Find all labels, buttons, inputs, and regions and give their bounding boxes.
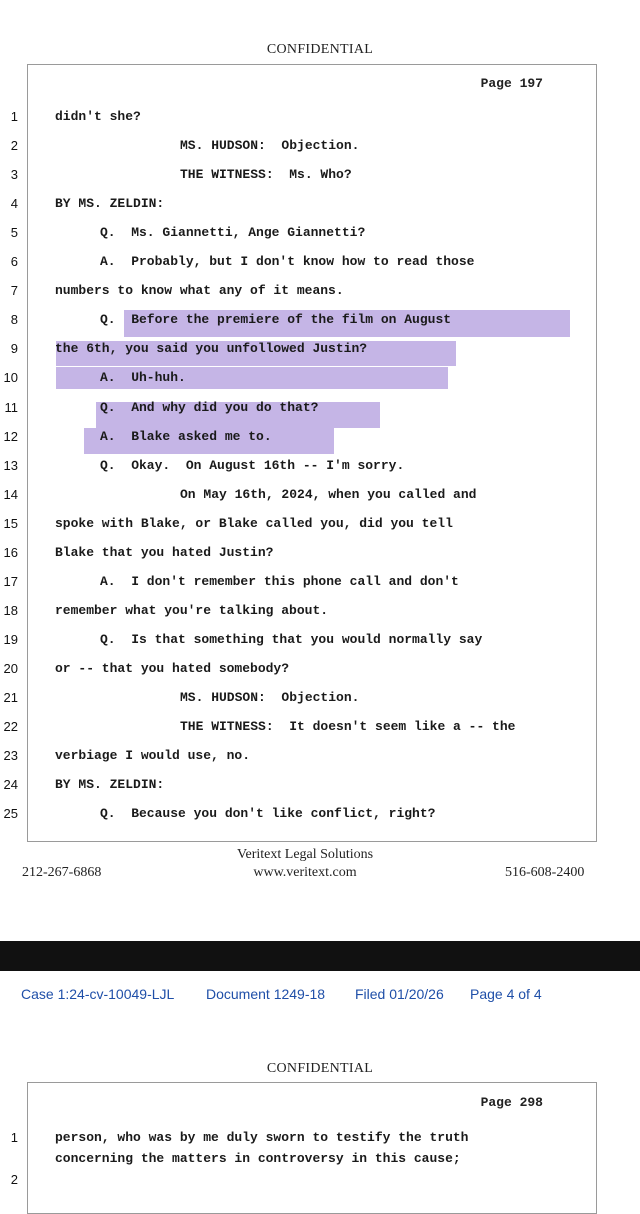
transcript-line: Blake that you hated Justin? [55,544,274,560]
line-number: 6 [10,254,18,270]
transcript-line: BY MS. ZELDIN: [55,196,165,212]
line-number: 2 [10,1172,18,1187]
transcript-line: On May 16th, 2024, when you called and [180,486,477,502]
line-number: 7 [10,283,18,299]
transcript-line: A. I don't remember this phone call and don't [100,573,459,589]
line-number: 24 [3,777,18,793]
page-number-2: Page 298 [480,1095,543,1110]
transcript-line: person, who was by me duly sworn to testify the truth [55,1130,469,1145]
footer-phone-left: 212-267-6868 [22,865,102,880]
transcript-line: verbiage I would use, no. [55,748,251,764]
line-number: 22 [3,719,18,735]
transcript-line: or -- that you hated somebody? [55,660,290,676]
transcript-line: numbers to know what any of it means. [55,283,344,299]
transcript-line: BY MS. ZELDIN: [55,777,165,793]
page-number: Page 197 [480,76,543,91]
transcript-line: remember what you're talking about. [55,602,329,618]
line-number: 16 [3,544,18,560]
footer-website: www.veritext.com [253,865,357,880]
line-number: 5 [10,225,18,241]
transcript-line: the 6th, you said you unfollowed Justin? [55,341,368,357]
line-number: 13 [3,457,18,473]
line-number: 1 [10,1130,18,1145]
line-number: 3 [10,167,18,183]
document-number: Document 1249-18 [206,986,326,1002]
transcript-line: Q. Is that something that you would normally say [100,631,483,647]
line-number: 8 [10,312,18,328]
transcript-line: concerning the matters in controversy in this cause; [55,1151,461,1166]
line-number: 10 [3,370,18,386]
filed-date: Filed 01/20/26 [355,986,444,1002]
line-number: 19 [3,631,18,647]
transcript-line: Q. Before the premiere of the film on August [100,312,452,328]
transcript-line: MS. HUDSON: Objection. [180,690,360,705]
line-number: 23 [3,748,18,764]
line-number: 4 [10,196,18,212]
confidential-header-2: CONFIDENTIAL [266,1061,374,1076]
transcript-line: THE WITNESS: It doesn't seem like a -- the [180,719,516,735]
page-count: Page 4 of 4 [470,986,542,1002]
transcript-line: Q. Okay. On August 16th -- I'm sorry. [100,457,405,473]
case-number: Case 1:24-cv-10049-LJL [21,986,175,1002]
line-number: 2 [10,138,18,154]
transcript-line: Q. Ms. Giannetti, Ange Giannetti? [100,225,366,241]
line-number: 17 [3,573,18,589]
page-separator [0,941,640,971]
transcript-line: THE WITNESS: Ms. Who? [180,167,352,183]
line-number: 12 [3,428,18,444]
transcript-line: Q. And why did you do that? [100,399,319,415]
line-number: 14 [3,486,18,502]
transcript-line: didn't she? [55,109,141,124]
line-number: 18 [3,602,18,618]
footer-company: Veritext Legal Solutions [236,847,374,862]
line-number: 20 [3,660,18,676]
transcript-line: A. Probably, but I don't know how to read those [100,254,475,270]
line-number: 9 [10,341,18,357]
line-number: 25 [3,806,18,822]
transcript-line: spoke with Blake, or Blake called you, did you tell [55,515,453,531]
transcript-line: MS. HUDSON: Objection. [180,138,360,154]
line-number: 15 [3,515,18,531]
transcript-line: A. Uh-huh. [100,370,186,386]
transcript-line: Q. Because you don't like conflict, right? [100,806,436,822]
line-number: 1 [10,109,18,124]
confidential-header: CONFIDENTIAL [266,42,374,57]
transcript-line: A. Blake asked me to. [100,428,272,444]
line-number: 21 [3,690,18,705]
footer-phone-right: 516-608-2400 [505,865,585,880]
line-number: 11 [4,399,18,415]
